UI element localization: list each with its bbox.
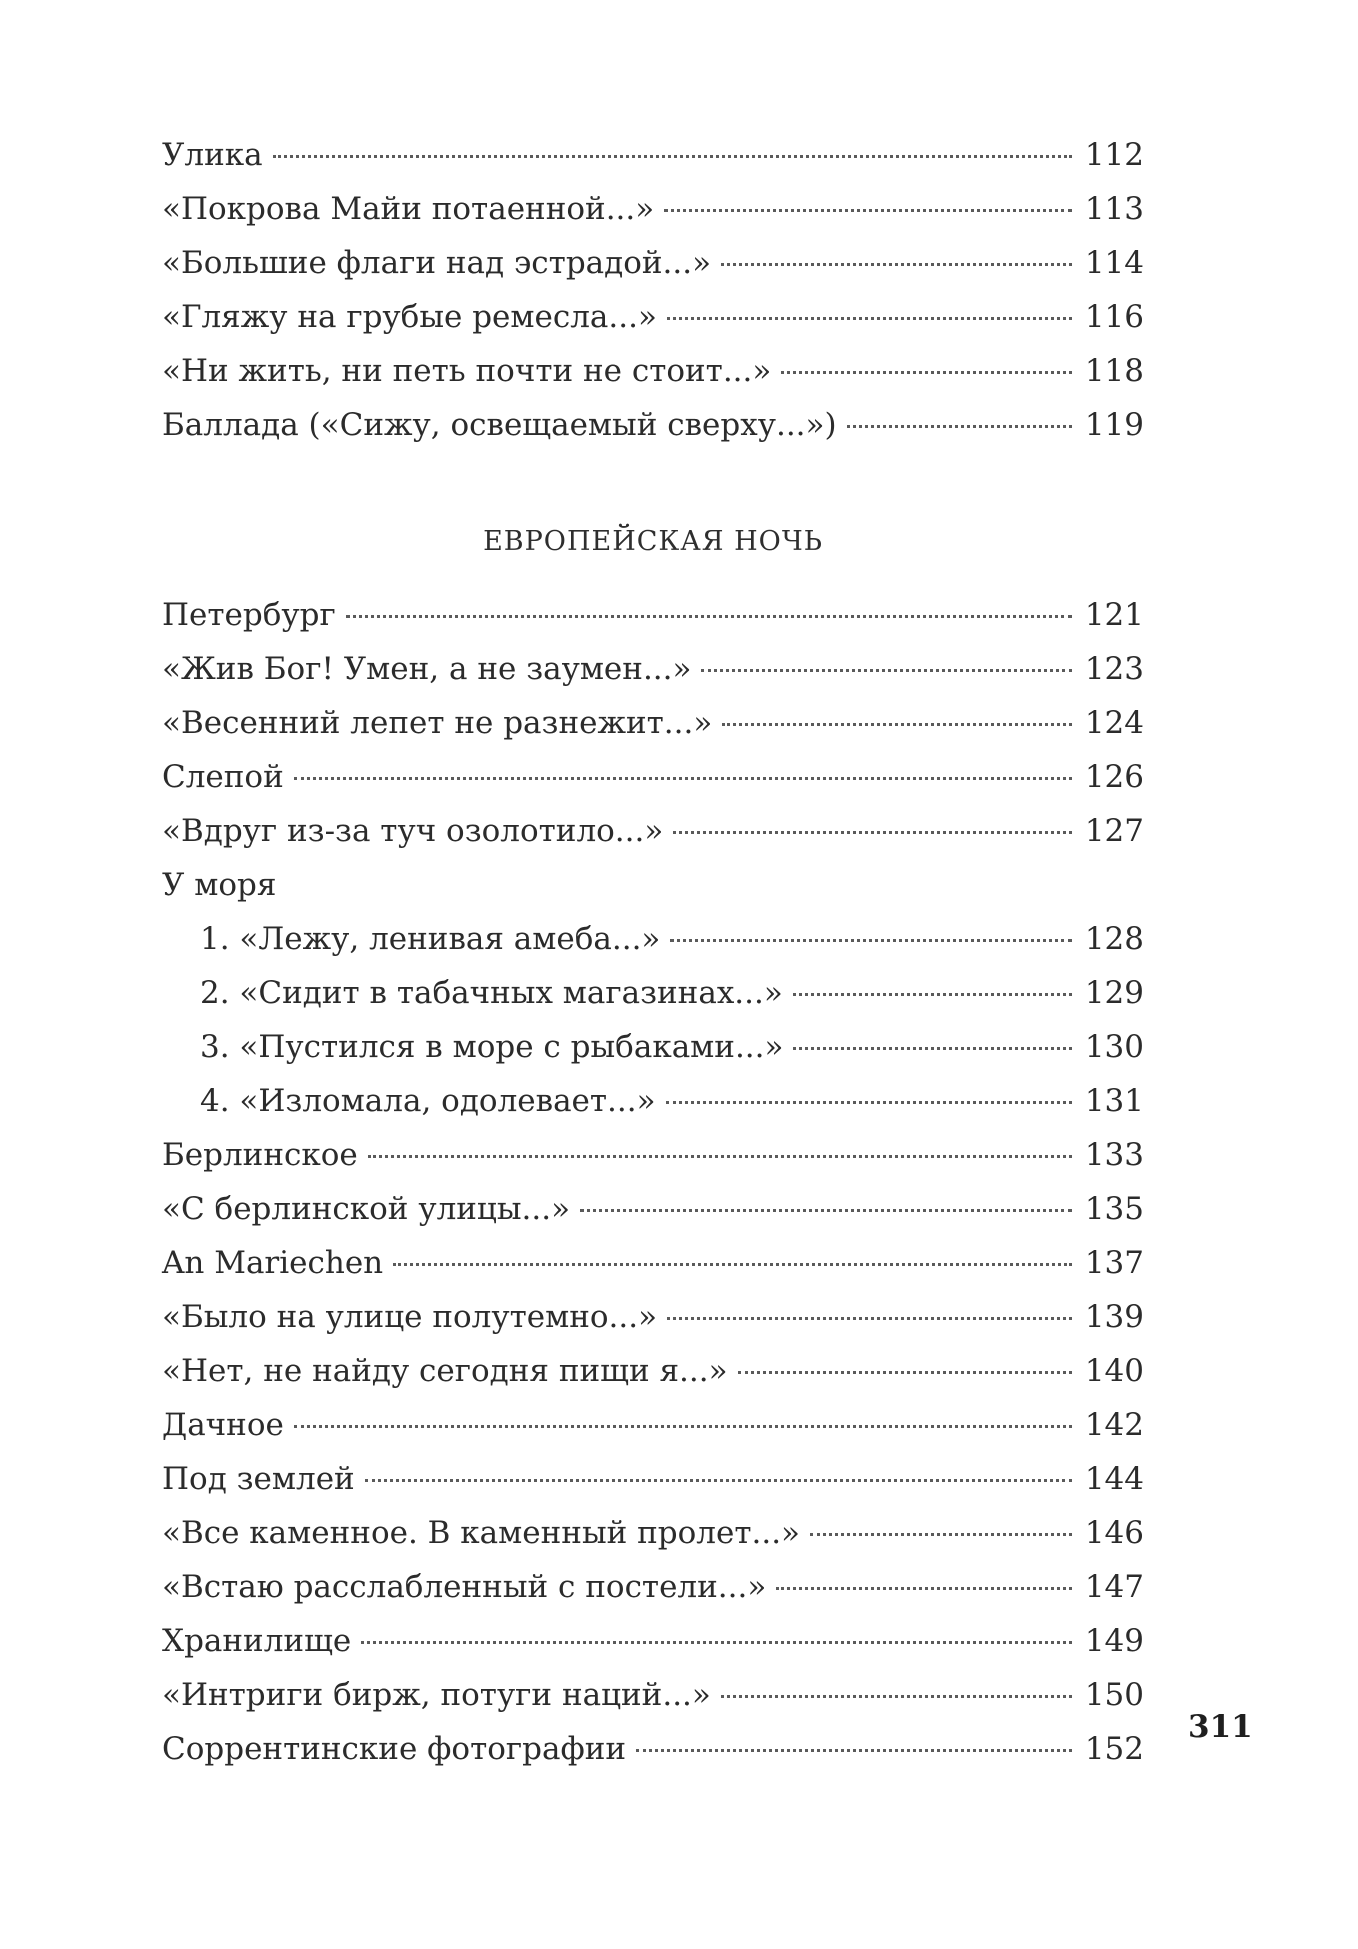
toc-entry-title: Слепой <box>162 759 284 795</box>
toc-entry <box>162 1668 1144 1722</box>
toc-entry-title: «С берлинской улицы...» <box>162 1191 571 1227</box>
toc-entry-page: 128 <box>1084 921 1144 957</box>
toc-entry-title: Баллада («Сижу, освещаемый сверху...») <box>162 407 837 443</box>
toc-subentry <box>162 966 1144 1020</box>
toc-entry <box>162 344 1144 398</box>
toc-entry-title: Петербург <box>162 597 336 633</box>
toc-group-title: У моря <box>162 867 277 903</box>
toc-entry-title: 3. «Пустился в море с рыбаками...» <box>200 1029 784 1065</box>
toc-entry <box>162 1722 1144 1776</box>
dot-leader <box>847 425 1072 428</box>
dot-leader <box>636 1749 1072 1752</box>
toc-list-main <box>162 588 1144 1776</box>
toc-entry-page: 139 <box>1084 1299 1144 1335</box>
toc-entry-title: «Жив Бог! Умен, а не заумен...» <box>162 651 692 687</box>
toc-entry <box>162 182 1144 236</box>
toc-entry <box>162 128 1144 182</box>
toc-entry <box>162 1236 1144 1290</box>
toc-entry <box>162 1182 1144 1236</box>
toc-entry-title: «Ни жить, ни петь почти не стоит...» <box>162 353 772 389</box>
toc-subentry <box>162 912 1144 966</box>
toc-entry-page: 147 <box>1084 1569 1144 1605</box>
toc-entry <box>162 236 1144 290</box>
toc-entry-title: «Интриги бирж, потуги наций...» <box>162 1677 711 1713</box>
toc-entry <box>162 588 1144 642</box>
dot-leader <box>673 831 1072 834</box>
dot-leader <box>368 1155 1072 1158</box>
dot-leader <box>294 777 1072 780</box>
toc-entry-title: «Большие флаги над эстрадой...» <box>162 245 712 281</box>
dot-leader <box>666 1101 1072 1104</box>
toc-entry-page: 119 <box>1084 407 1144 443</box>
toc-entry <box>162 1128 1144 1182</box>
dot-leader <box>667 1317 1072 1320</box>
toc-entry-title: «Вдруг из-за туч озолотило...» <box>162 813 664 849</box>
toc-entry <box>162 1452 1144 1506</box>
dot-leader <box>781 371 1072 374</box>
dot-leader <box>664 209 1072 212</box>
toc-entry-title: «Нет, не найду сегодня пищи я...» <box>162 1353 728 1389</box>
toc-entry-page: 133 <box>1084 1137 1144 1173</box>
toc-entry-page: 116 <box>1084 299 1144 335</box>
toc-entry-page: 146 <box>1084 1515 1144 1551</box>
toc-entry-page: 124 <box>1084 705 1144 741</box>
toc-entry <box>162 1506 1144 1560</box>
toc-entry-page: 127 <box>1084 813 1144 849</box>
toc-entry <box>162 398 1144 452</box>
toc-entry-title: «Было на улице полутемно...» <box>162 1299 658 1335</box>
page-number: 311 <box>1188 1709 1253 1745</box>
toc-list-top <box>162 128 1144 452</box>
dot-leader <box>793 993 1072 996</box>
toc-entry-page: 142 <box>1084 1407 1144 1443</box>
toc-entry <box>162 1614 1144 1668</box>
dot-leader <box>393 1263 1072 1266</box>
toc-entry-page: 114 <box>1084 245 1144 281</box>
toc-entry-title: «Гляжу на грубые ремесла...» <box>162 299 657 335</box>
toc-subentry <box>162 1020 1144 1074</box>
toc-entry-page: 131 <box>1084 1083 1144 1119</box>
toc-entry-title: 1. «Лежу, ленивая амеба...» <box>200 921 661 957</box>
toc-entry-title: Дачное <box>162 1407 284 1443</box>
dot-leader <box>721 1695 1072 1698</box>
toc-entry-page: 135 <box>1084 1191 1144 1227</box>
toc-entry-page: 137 <box>1084 1245 1144 1281</box>
toc-entry-title: «Все каменное. В каменный пролет...» <box>162 1515 801 1551</box>
toc-entry-page: 126 <box>1084 759 1144 795</box>
toc-entry <box>162 804 1144 858</box>
toc-entry-title: Улика <box>162 137 263 173</box>
toc-entry-page: 130 <box>1084 1029 1144 1065</box>
toc-entry-title: 4. «Изломала, одолевает...» <box>200 1083 656 1119</box>
toc-entry-page: 152 <box>1084 1731 1144 1767</box>
toc-entry <box>162 1290 1144 1344</box>
toc-entry-title: «Весенний лепет не разнежит...» <box>162 705 713 741</box>
toc-entry-page: 144 <box>1084 1461 1144 1497</box>
dot-leader <box>793 1047 1072 1050</box>
toc-entry-title: «Встаю расслабленный с постели...» <box>162 1569 767 1605</box>
toc-entry-page: 112 <box>1084 137 1144 173</box>
dot-leader <box>670 939 1072 942</box>
toc-entry-title: «Покрова Майи потаенной...» <box>162 191 655 227</box>
dot-leader <box>721 263 1072 266</box>
toc-entry <box>162 1344 1144 1398</box>
toc-entry <box>162 642 1144 696</box>
toc-entry-title: Под землей <box>162 1461 355 1497</box>
toc-group-heading <box>162 858 1144 912</box>
toc-entry-title: Берлинское <box>162 1137 358 1173</box>
toc-entry-page: 149 <box>1084 1623 1144 1659</box>
section-heading: ЕВРОПЕЙСКАЯ НОЧЬ <box>483 526 823 557</box>
toc-entry <box>162 1560 1144 1614</box>
toc-entry <box>162 1398 1144 1452</box>
toc-entry-page: 113 <box>1084 191 1144 227</box>
dot-leader <box>667 317 1072 320</box>
dot-leader <box>776 1587 1072 1590</box>
toc-entry <box>162 290 1144 344</box>
toc-subentry <box>162 1074 1144 1128</box>
toc-entry-page: 121 <box>1084 597 1144 633</box>
toc-entry-page: 123 <box>1084 651 1144 687</box>
toc-entry-page: 150 <box>1084 1677 1144 1713</box>
toc-entry-page: 140 <box>1084 1353 1144 1389</box>
toc-entry-page: 129 <box>1084 975 1144 1011</box>
dot-leader <box>294 1425 1072 1428</box>
dot-leader <box>701 669 1072 672</box>
dot-leader <box>365 1479 1072 1482</box>
toc-entry-title: An Mariechen <box>162 1245 384 1281</box>
dot-leader <box>361 1641 1072 1644</box>
toc-entry <box>162 750 1144 804</box>
toc-entry-title: 2. «Сидит в табачных магазинах...» <box>200 975 783 1011</box>
dot-leader <box>273 155 1072 158</box>
dot-leader <box>722 723 1072 726</box>
toc-entry-title: Хранилище <box>162 1623 352 1659</box>
dot-leader <box>810 1533 1072 1536</box>
toc-entry-title: Соррентинские фотографии <box>162 1731 627 1767</box>
toc-entry <box>162 696 1144 750</box>
toc-entry-page: 118 <box>1084 353 1144 389</box>
dot-leader <box>346 615 1072 618</box>
dot-leader <box>580 1209 1072 1212</box>
dot-leader <box>738 1371 1072 1374</box>
